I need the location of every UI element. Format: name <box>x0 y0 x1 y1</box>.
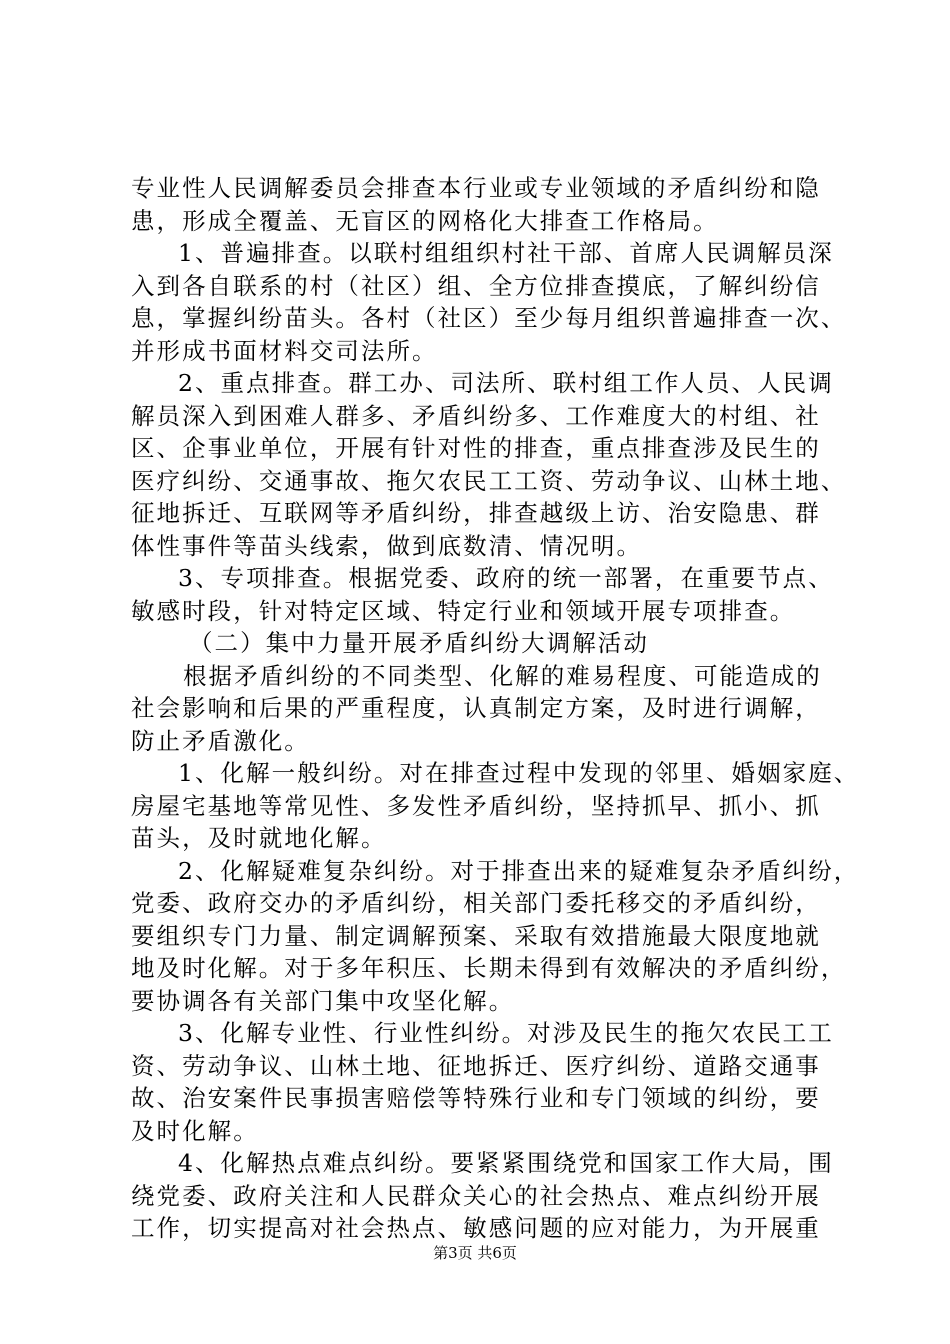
body-line: 医疗纠纷、交通事故、拖欠农民工工资、劳动争议、山林土地、 <box>131 466 847 495</box>
body-line: 根据矛盾纠纷的不同类型、化解的难易程度、可能造成的 <box>183 661 822 690</box>
body-line: 3、化解专业性、行业性纠纷。对涉及民生的拖欠农民工工 <box>178 1019 834 1047</box>
body-line: 苗头，及时就地化解。 <box>131 824 387 852</box>
body-line: 绕党委、政府关注和人民群众关心的社会热点、难点纠纷开展 <box>131 1181 821 1210</box>
body-line: 1、化解一般纠纷。对在排查过程中发现的邻里、婚姻家庭、 <box>178 759 860 787</box>
body-line: 并形成书面材料交司法所。 <box>131 336 438 365</box>
body-line: 要组织专门力量、制定调解预案、采取有效措施最大限度地就 <box>131 921 821 950</box>
body-line: 征地拆迁、互联网等矛盾纠纷，排查越级上访、治安隐患、群 <box>131 499 821 527</box>
body-line: 4、化解热点难点纠纷。要紧紧围绕党和国家工作大局，围 <box>178 1149 834 1177</box>
body-line: 防止矛盾激化。 <box>131 726 310 755</box>
body-line: 1、普遍排查。以联村组组织村社干部、首席人民调解员深 <box>178 239 834 267</box>
body-line: 敏感时段，针对特定区域、特定行业和领域开展专项排查。 <box>131 596 796 625</box>
body-line: 要协调各有关部门集中攻坚化解。 <box>131 986 515 1015</box>
body-line: 3、专项排查。根据党委、政府的统一部署，在重要节点、 <box>178 564 834 592</box>
body-line: 党委、政府交办的矛盾纠纷，相关部门委托移交的矛盾纠纷， <box>131 889 821 917</box>
body-line: 故、治安案件民事损害赔偿等特殊行业和专门领域的纠纷，要 <box>131 1084 821 1112</box>
body-line: 区、企事业单位，开展有针对性的排查，重点排查涉及民生的 <box>131 434 821 462</box>
section-heading: （二）集中力量开展矛盾纠纷大调解活动 <box>189 629 649 657</box>
body-line: 体性事件等苗头线索，做到底数清、情况明。 <box>131 531 642 560</box>
body-line: 资、劳动争议、山林土地、征地拆迁、医疗纠纷、道路交通事 <box>131 1051 821 1080</box>
document-body <box>131 172 860 1245</box>
body-line: 入到各自联系的村（社区）组、全方位排查摸底，了解纠纷信 <box>131 271 821 300</box>
body-line: 患，形成全覆盖、无盲区的网格化大排查工作格局。 <box>131 206 719 235</box>
body-line: 及时化解。 <box>131 1116 259 1145</box>
body-line: 2、重点排查。群工办、司法所、联村组工作人员、人民调 <box>178 369 834 397</box>
page-number-footer: 第3页 共6页 <box>433 1244 517 1262</box>
body-line: 解员深入到困难人群多、矛盾纠纷多、工作难度大的村组、社 <box>131 401 821 430</box>
body-line: 工作，切实提高对社会热点、敏感问题的应对能力，为开展重 <box>131 1214 821 1242</box>
body-line: 房屋宅基地等常见性、多发性矛盾纠纷，坚持抓早、抓小、抓 <box>131 791 821 820</box>
body-line: 2、化解疑难复杂纠纷。对于排查出来的疑难复杂矛盾纠纷， <box>178 856 860 885</box>
body-line: 社会影响和后果的严重程度，认真制定方案，及时进行调解， <box>131 694 821 722</box>
body-line: 专业性人民调解委员会排查本行业或专业领域的矛盾纠纷和隐 <box>131 174 821 202</box>
body-line: 息，掌握纠纷苗头。各村（社区）至少每月组织普遍排查一次、 <box>131 304 847 332</box>
body-line: 地及时化解。对于多年积压、长期未得到有效解决的矛盾纠纷， <box>131 954 847 982</box>
